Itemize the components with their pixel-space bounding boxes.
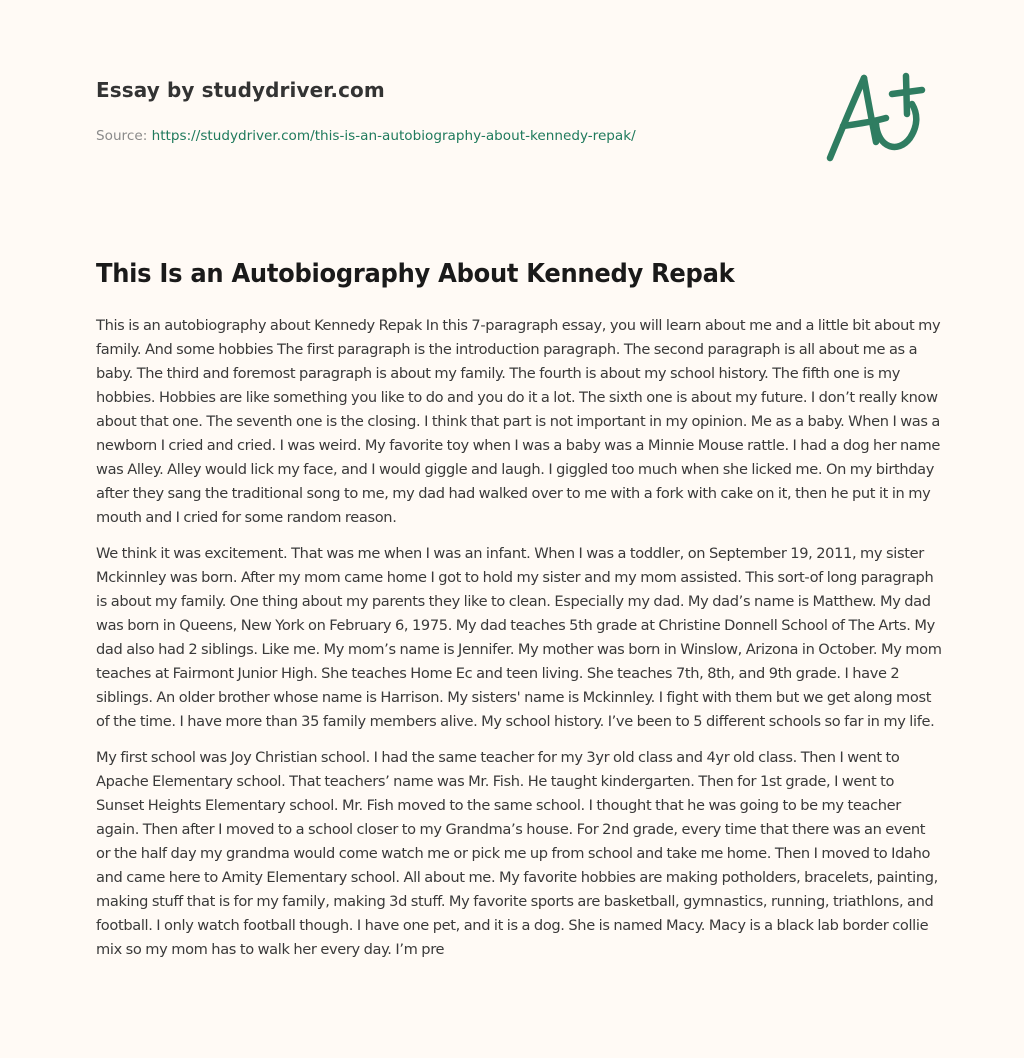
page-header — [96, 76, 816, 146]
source-label: Source: — [96, 128, 152, 144]
essay-paragraph: My first school was Joy Christian school. I had the same teacher for my 3yr old class and 4yr old class. Then I went to Apache Elementary school. That teachers’ name was Mr. Fish. He taught kindergarten. Then for 1st grade, I went to Sunset Heights Elementary school. Mr. Fish moved to the same school. I thought that he was going to be my teacher again. Then after I moved to a school closer to my Grandma’s house. For 2nd grade, every time that there was an event or the half day my grandma would come watch me or pick me up from school and take me home. Then I moved to Idaho and came here to Amity Elementary school. All about me. My favorite hobbies are making potholders, bracelets, painting, making stuff that is for my family, making 3d stuff. My favorite sports are basketball, gymnastics, running, triathlons, and football. I only watch football though. I have one pet, and it is a dog. She is named Macy. Macy is a black lab border collie mix so my mom has to walk her every day. I’m pre — [96, 749, 938, 958]
source-link[interactable]: https://studydriver.com/this-is-an-autobiography-about-kennedy-repak/ — [151, 128, 636, 144]
source-line — [96, 126, 816, 146]
essay-paragraph: We think it was excitement. That was me when I was an infant. When I was a toddler, on September 19, 2011, my sister Mckinnley was born. After my mom came home I got to hold my sister and my mom assisted. This sort-of long paragraph is about my family. One thing about my parents they like to clean. Especially my dad. My dad’s name is Matthew. My dad was born in Queens, New York on February 6, 1975. My dad teaches 5th grade at Christine Donnell School of The Arts. My dad also had 2 siblings. Like me. My mom’s name is Jennifer. My mother was born in Winslow, Arizona in October. My mom teaches at Fairmont Junior High. She teaches Home Ec and teen living. She teaches 7th, 8th, and 9th grade. I have 2 siblings. An older brother whose name is Harrison. My sisters' name is Mckinnley. I fight with them but we get along most of the time. I have more than 35 family members alive. My school history. I’ve been to 5 different schools so far in my life. — [96, 545, 942, 730]
essay-paragraph: This is an autobiography about Kennedy Repak In this 7-paragraph essay, you will learn about me and a little bit about my family. And some hobbies The first paragraph is the introduction paragraph. The second paragraph is all about me as a baby. The third and foremost paragraph is about my family. The fourth is about my school history. The fifth one is my hobbies. Hobbies are like something you like to do and you do it a lot. The sixth one is about my future. I don’t really know about that one. The seventh one is the closing. I think that part is not important in my opinion. Me as a baby. When I was a newborn I cried and cried. I was weird. My favorite toy when I was a baby was a Minnie Mouse rattle. I had a dog her name was Alley. Alley would lick my face, and I would giggle and laugh. I giggled too much when she licked me. On my birthday after they sang the traditional song to me, my dad had walked over to me with a fork with cake on it, then he put it in my mouth and I cried for some random reason. — [96, 317, 941, 526]
a-plus-grade-icon — [818, 64, 930, 168]
site-title: Essay by studydriver.com — [96, 78, 385, 102]
essay-title: This Is an Autobiography About Kennedy Repak — [96, 259, 735, 289]
essay-body — [96, 314, 942, 974]
